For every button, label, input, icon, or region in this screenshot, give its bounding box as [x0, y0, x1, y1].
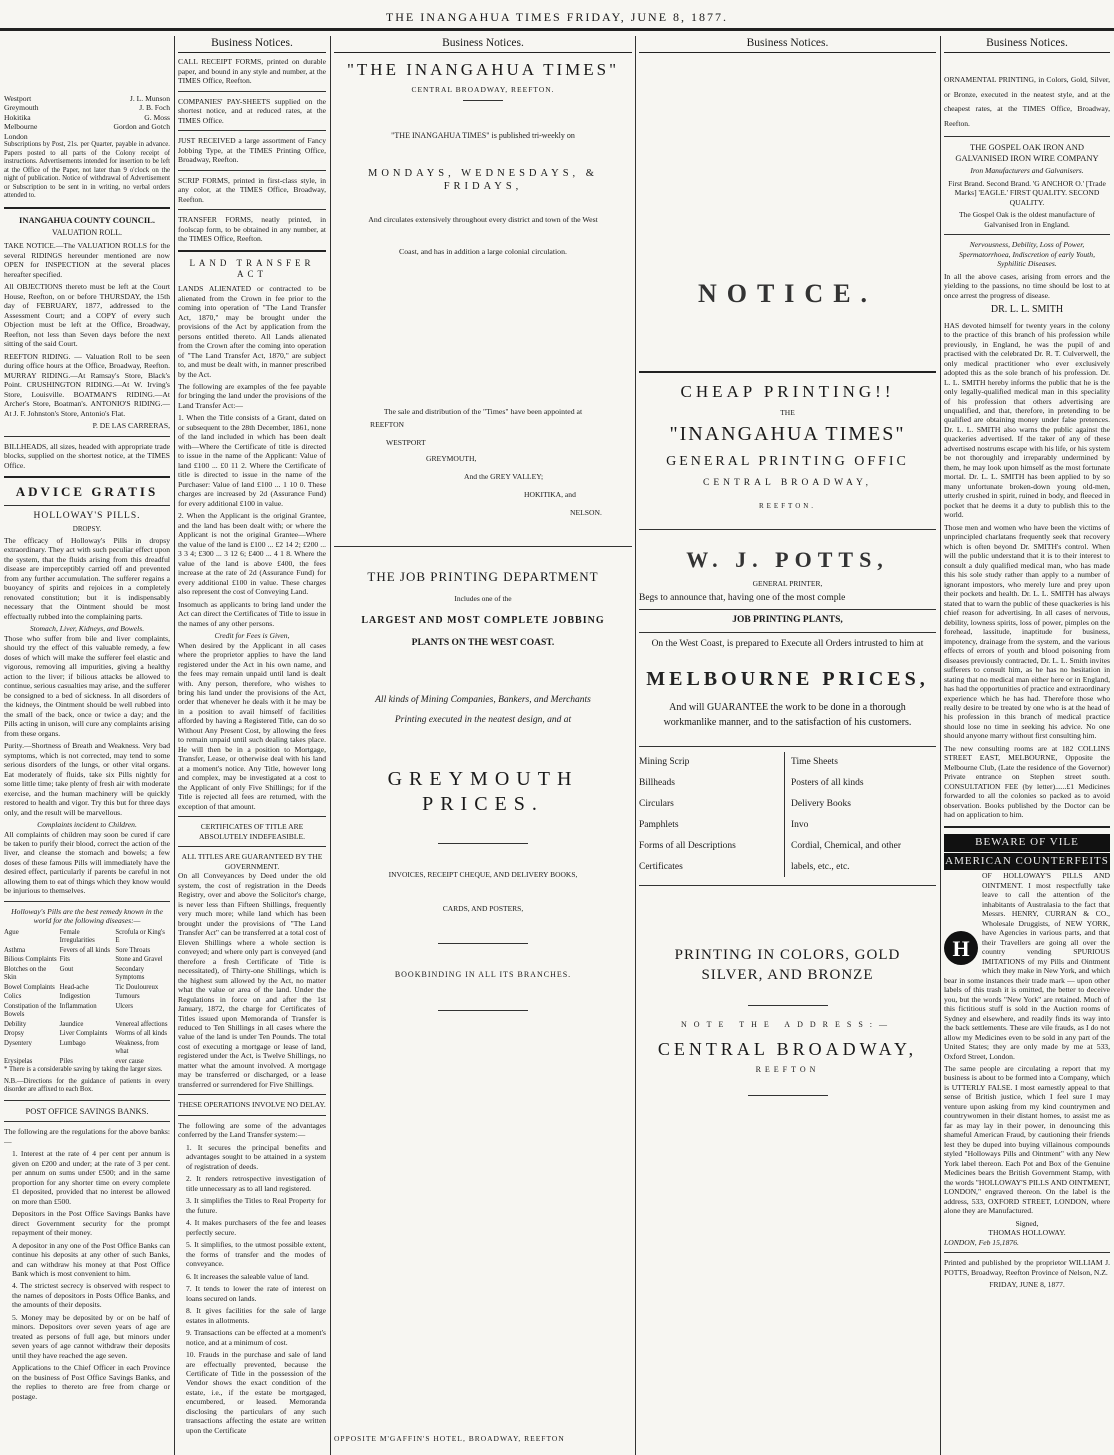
transfer-forms-notice: TRANSFER FORMS, neatly printed, in foolscap form, to be obtained in any number, at the TIMES Office, Reefton.: [178, 215, 326, 244]
divider: [4, 901, 170, 902]
disease-item: Tic Douloureux: [115, 983, 159, 991]
disease-item: Indigestion: [59, 993, 91, 1001]
post-office-item: Depositors in the Post Office Savings Banks have direct Government security for the prompt repayment of their money.: [12, 1209, 170, 1238]
dropsy-text: The efficacy of Holloway's Pills in dropsy extraordinary. They act with such peculiar effect upon the system, that the fluids arising from this dreadful disease are imperceptibly carried off and prevented from any further accumulation. The sufferer regains a buoyancy of spirits and rejoices in a completely renovated constitution; but it is indispensably necessary that the Ointment should be most effectually rubbed into the complaining parts.: [4, 535, 170, 621]
pay-sheets-notice: COMPANIES' PAY-SHEETS supplied on the shortest notice, and at reduced rates, at the TIMES Office.: [178, 96, 326, 125]
post-office-item: A depositor in any one of the Post Office Banks can continue his deposits at any other of such Banks, and can withdraw his money at that Post Office Bank which is most convenient to him.: [12, 1240, 170, 1278]
advantages-intro: The following are some of the advantages conferred by the Land Transfer system:—: [178, 1120, 326, 1140]
disease-item: ever cause: [115, 1057, 144, 1065]
agent-town: Hokitika: [4, 112, 31, 122]
agent-town: London: [4, 131, 28, 141]
credit-heading: Credit for Fees is Given,: [214, 631, 290, 641]
invoices-line: INVOICES, RECEIPT CHEQUE, AND DELIVERY BOOKS,: [388, 870, 578, 880]
credit-text: When desired by the Applicant in all cases where the proprietor applies to have the land registered under the Act in his own name, and the fees may remain unpaid until land is dealt with. Any person, therefore, who wishes to bring his land under the provisions of the Act, order that whenever he deals with it he may be in a position to avail himself of facilities afforded by having a Registered Title, can do so Without Any Present Cost, by allowing the fees to remain unpaid until such dealing takes place. He will then be in a position to Mortgage, Transfer, Lease, or otherwise deal with his land at a moment's notice. Any Title, however long and complex, may be investigated at a cost to the Applicant of only Five Shillings; for if the Title is rejected all fees are returned, with the exception of that amount.: [178, 640, 326, 811]
disease-item: Debility: [4, 1020, 27, 1028]
agent-name: Gordon and Gotch: [113, 122, 170, 132]
saving-note: * There is a considerable saving by taking the larger sizes.: [4, 1066, 163, 1074]
service-item: Invo: [791, 819, 809, 830]
disease-item: Asthma: [4, 946, 26, 954]
divider: [639, 371, 936, 373]
guaranteed-text: On all Conveyances by Deed under the old system, the cost of registration in the Deeds Registry, over and above the Solicitor's charge, is never less than Fifteen Shillings, frequently very much more; while land which has been brought under the provisions of "The Land Transfer Act" can be transferred at a total cost of Eleven Shillings where a whole section is conveyed; and where only part is conveyed (and therefore a fresh Certificate of Title is necessitated), of Thirty-one Shillings, which is the highest sum allowed by the Act, no matter what the value or area of the land. Under the Regulations in force on and after the 1st January, 1872, the charge for Certificates of Titles issued upon Memoranda of Transfer is reduced to Ten Shillings in all cases where the value of the land is under Ten Pounds. The total cost of executing a mortgage or lease of land, registered under the Act, is Twelve Shillings, no matter what the amount involved. A mortgage may be transferred or discharged, or a lease transferred or surrendered for Five Shillings.: [178, 871, 326, 1089]
place-item: HOKITIKA, and: [524, 490, 576, 500]
children-text: All complaints of children may soon be cured if care be taken to purify their blood, correct the action of the liver, and cleanse the stomach and bowels; a few doses of these famous Pills will immediately have the desired effect, particularly if parents be careful in not allowing them to eat of things which they know would be injurious to themselves.: [4, 829, 170, 896]
divider: [4, 476, 170, 478]
disease-item: Liver Complaints: [59, 1030, 108, 1038]
agent-row: [4, 122, 170, 131]
counterfeits-banner: AMERICAN COUNTERFEITS: [944, 853, 1110, 871]
agent-name: J. B. Foch: [139, 103, 170, 113]
column-heading: Business Notices.: [639, 36, 936, 53]
nb-note: N.B.—Directions for the guidance of patients in every disorder are affixed to each Box.: [4, 1077, 170, 1094]
neatest-line: Printing executed in the neatest design, and at: [394, 715, 572, 726]
issue-date: FRIDAY, JUNE 8, 1877.: [989, 1280, 1065, 1290]
agent-row: [4, 94, 170, 103]
melbourne-prices: MELBOURNE PRICES,: [646, 668, 929, 691]
reefton-small: REEFTON: [755, 1064, 820, 1074]
operations-heading: THESE OPERATIONS INVOLVE NO DELAY.: [178, 1100, 326, 1110]
holloway-heading: HOLLOWAY'S PILLS.: [33, 511, 141, 522]
divider: [178, 209, 326, 210]
service-item: Posters of all kinds: [791, 778, 864, 789]
disease-item: Jaundice: [59, 1020, 84, 1028]
service-item: Certificates: [639, 861, 683, 872]
disease-item: Scrofula or King's E: [115, 928, 165, 945]
disease-item: Lumbago: [59, 1039, 86, 1047]
valuation-heading: VALUATION ROLL.: [51, 228, 123, 238]
signed-line: Signed,: [1015, 1218, 1039, 1228]
sale-line: The sale and distribution of the "Times" have been appointed at: [383, 406, 583, 416]
column-rule: [330, 36, 331, 1455]
service-item: Time Sheets: [791, 757, 838, 768]
published-line: "THE INANGAHUA TIMES" is published tri-weekly on: [391, 131, 575, 140]
the-line: THE: [780, 408, 795, 418]
disease-item: Sore Throats: [115, 946, 151, 954]
divider: [178, 91, 326, 92]
divider: [178, 846, 326, 847]
divider: [944, 234, 1110, 235]
note-address: NOTE THE ADDRESS:—: [681, 1020, 894, 1030]
advantage-item: 3. It simplifies the Titles to Real Property for the future.: [186, 1196, 326, 1215]
column-rule: [940, 36, 941, 1455]
ornamental-notice: ORNAMENTAL PRINTING, in Colors, Gold, Silver, or Bronze, executed in the neatest style, and at the cheapest rates, at the TIMES Office, Broadway, Reefton.: [944, 75, 1110, 128]
includes-line: Includes one of the: [454, 593, 512, 603]
council-heading: INANGAHUA COUNTY COUNCIL.: [19, 214, 155, 225]
colors-line: PRINTING IN COLORS, GOLD SILVER, AND BRONZE: [674, 947, 901, 983]
services-list: [639, 752, 936, 877]
divider: [4, 1121, 170, 1122]
divider: [463, 100, 503, 101]
job-plants: JOB PRINTING PLANTS,: [732, 615, 843, 626]
land-transfer-text: LANDS ALIENATED or contracted to be alienated from the Crown in fee prior to the coming into operation of "The Land Transfer Act, 1870," may be brought under the provisions of the Act by application from the persons entitled thereto. All Lands alienated from the Crown after the coming into operation of "The Land Transfer Act, 1870," are subject to, and must be dealt with, in manner prescribed by the Act.: [178, 284, 326, 379]
divider: [178, 816, 326, 817]
divider: [748, 1095, 828, 1096]
post-office-item: 4. The strictest secrecy is observed with respect to the names of depositors in Posts Office Banks, and the amounts of their deposits.: [12, 1281, 170, 1310]
objections-text: All OBJECTIONS thereto must be left at the Court House, Reefton, on or before THURSDAY, the 15th day of FEBRUARY, 1877, addressed to the Assessment Court; and a COPY of every such Objection must be left at the Office, Broadway, Reefton, not less than Seven days before the next sitting of the said Court.: [4, 282, 170, 349]
service-item: Mining Scrip: [639, 757, 690, 768]
advantages-list: [178, 1143, 326, 1436]
divider: [178, 170, 326, 171]
smith-heading: DR. L. L. SMITH: [990, 304, 1064, 316]
column-heading: Business Notices.: [178, 36, 326, 53]
disease-item: Stone and Gravel: [115, 956, 163, 964]
best-remedy: Holloway's Pills are the best remedy known in the world for the following diseases:—: [11, 906, 163, 926]
reefton-line: REEFTON.: [758, 501, 817, 510]
subscription-notice: Subscriptions by Post, 21s. per Quarter, payable in advance. Papers posted to all parts of the Colony receipt of instructions. Advertisements intended for insertion to be left at the Office of the Paper, not later than 9 o'clock on the night of publication. Notice of withdrawal of Advertisement or Subscription to be sent in in writing, no verbal orders attended to.: [4, 141, 170, 200]
circulates-line: And circulates extensively throughout every district and town of the West: [368, 215, 598, 225]
service-item: Pamphlets: [639, 819, 679, 830]
printer-imprint: Printed and published by the proprietor WILLIAM J. POTTS, Broadway, Reefton Province of Nelson, N.Z.: [944, 1258, 1110, 1277]
nervous-heading: Nervousness, Debility, Loss of Power, Spermatorrhoea, Indiscretion of early Youth, Syphilitic Diseases.: [959, 240, 1095, 269]
service-item: Delivery Books: [791, 798, 851, 809]
gospel-brands: First Brand. Second Brand. 'G ANCHOR O.' [Trade Marks] 'EAGLE.' FIRST QUALITY. SECOND QUALITY.: [948, 178, 1106, 207]
divider: [639, 632, 936, 633]
guaranteed-heading: ALL TITLES ARE GUARANTEED BY THE GOVERNMENT.: [181, 852, 323, 871]
service-item: labels, etc., etc.: [791, 861, 850, 872]
divider: [438, 1010, 528, 1011]
disease-item: Bilious Complaints: [4, 956, 57, 964]
disease-item: Tumours: [115, 993, 140, 1001]
gospel-heading: THE GOSPEL OAK IRON AND GALVANISED IRON WIRE COMPANY: [955, 142, 1099, 163]
divider: [178, 1094, 326, 1095]
ridings-text: REEFTON RIDING. — Valuation Roll to be seen during office hours at the Office, Broadway, Reefton. MURRAY RIDING.—At Ramsay's Store, Black's Point. CRUSHINGTON RIDING.—At W. Irving's Store, Louisville. BOATMAN'S RIDING.—At Archer's Store, Boatman's. ANTONIO'S RIDING.—At J. F. Johnston's Store, Antonio's Flat.: [4, 351, 170, 418]
column-3: [334, 36, 632, 1455]
divider: [944, 1252, 1110, 1253]
greymouth-prices: GREYMOUTH PRICES.: [387, 768, 579, 816]
post-office-item: Applications to the Chief Officer in each Province on the business of Post Office Savings Banks, and the replies to thereto are free from charge or postage.: [12, 1363, 170, 1401]
post-office-heading: POST OFFICE SAVINGS BANKS.: [25, 1105, 149, 1116]
paper-address: CENTRAL BROADWAY, REEFTON.: [411, 84, 555, 94]
agent-town: Melbourne: [4, 122, 38, 132]
disease-item: Colics: [4, 993, 22, 1001]
column-5: [944, 36, 1110, 1455]
times-name: "INANGAHUA TIMES": [669, 422, 906, 445]
diseases-table: [4, 929, 170, 1066]
advantage-item: 6. It increases the saleable value of land.: [186, 1271, 309, 1281]
column-1: [4, 36, 170, 1455]
central-broadway-big: CENTRAL BROADWAY,: [657, 1039, 918, 1060]
agent-row: [4, 103, 170, 112]
place-item: REEFTON: [370, 420, 405, 430]
advantage-item: 7. It tends to lower the rate of interest on loans secured on lands.: [186, 1284, 326, 1303]
place-item: And the GREY VALLEY;: [464, 472, 544, 482]
disease-item: Constipation of the Bowels: [4, 1002, 57, 1019]
services-right: [784, 752, 936, 877]
advantage-item: 2. It renders retrospective investigation of title unnecessary as to all land registered.: [186, 1174, 326, 1193]
certificates-heading: CERTIFICATES OF TITLE ARE ABSOLUTELY INDEFEASIBLE.: [198, 822, 306, 841]
divider: [4, 505, 170, 506]
gospel-sub: Iron Manufacturers and Galvanisers.: [970, 166, 1084, 176]
stomach-text: Those who suffer from bile and liver complaints, should try the effect of this valuable remedy, a few doses of which will make the sufferer feel elastic and vigorous, removing all impurities, giving a healthy action to the liver; if bilious attacks be allowed to continue, serious casualties may arise, and the sufferer be consigned to a bed of sickness. In all disorders of the kidneys, the Ointment should be well rubbed into the small of the back, once or twice a day; and the Pills acting in unison, will cure any complaints arising from these organs.: [4, 633, 170, 738]
post-office-item: 1. Interest at the rate of 4 per cent per annum is given on £200 and under; at the rate of 3 per cent. per annum on sums under £500; and in the same proportion for any shorter time on every complete £1 deposited, provided that no interest be allowed on more than £500.: [12, 1149, 170, 1206]
agent-town: Westport: [4, 94, 32, 103]
masthead-rule: [0, 28, 1114, 31]
divider: [639, 885, 936, 886]
agent-row: [4, 132, 170, 141]
fees-text-2: 2. When the Applicant is the original Grantee, and the land has been dealt with; or where the Applicant is not the original Grantee—Where the value of the land is £100 ... £2 14 2; £200 ... 3 3 4; £300 ... 3 12 6; £400 ... 4 1 8. Where the value of the land is above £400, the fees increase at the rate of 2d (Assurance Fund) for every additional £100 in value. These charges also represent the cost of Conveying Land.: [178, 511, 326, 597]
divider: [4, 1100, 170, 1101]
holloway-logo: H: [944, 931, 978, 965]
fees-intro: The following are examples of the fee payable for bringing the land under the provisions of the Land Transfer Act:—: [178, 381, 326, 410]
opposite-line: OPPOSITE M'GAFFIN'S HOTEL, BROADWAY, REEFTON: [334, 1434, 565, 1443]
land-transfer-heading: LAND TRANSFER ACT: [189, 257, 315, 279]
agent-row: [4, 113, 170, 122]
purity-text: Purity.—Shortness of Breath and Weakness. Very bad symptoms, which is not corrected, may tend to some serious disorders of the lungs, or other vital organs. Eat moderately of fluids, take six Pills nightly for some little time; take plenty of fresh air with moderate exercise, and the human machinery will be quickly restored to health and vigor. Try this but for three days only, and the result will be marvellous.: [4, 741, 170, 817]
divider: [438, 943, 528, 944]
agent-town: Greymouth: [4, 103, 39, 113]
service-item: Circulars: [639, 798, 674, 809]
disease-item: Piles: [59, 1057, 73, 1065]
place-item: WESTPORT: [386, 438, 426, 448]
kinds-line: All kinds of Mining Companies, Bankers, and Merchants: [375, 695, 591, 706]
disease-item: Bowel Complaints: [4, 983, 55, 991]
divider: [178, 1115, 326, 1116]
coast-line: Coast, and has in addition a large colonial circulation.: [399, 246, 567, 256]
disease-item: Gout: [59, 965, 74, 973]
paper-title: "THE INANGAHUA TIMES": [346, 60, 620, 80]
disease-item: Erysipelas: [4, 1057, 33, 1065]
disease-item: Venereal affections: [115, 1020, 168, 1028]
gospel-text: The Gospel Oak is the oldest manufacture of Galvanised Iron in England.: [958, 210, 1095, 229]
disease-item: Blotches on the Skin: [4, 965, 47, 982]
advantage-item: 4. It makes purchasers of the fee and leases perfectly secure.: [186, 1218, 326, 1237]
job-printing-heading: THE JOB PRINTING DEPARTMENT: [367, 569, 599, 585]
advantage-item: 10. Frauds in the purchase and sale of land are effectually prevented, because the Certificate of Title in the possession of the Vendor shows the exact condition of the estate, i.e., if the estate be mortgaged, encumbered, or leased. Memoranda disclosing the particulars of any such transactions affecting the estate are written upon the Certificate: [186, 1350, 326, 1435]
billheads-notice: BILLHEADS, all sizes, headed with appropriate trade blocks, supplied on the shortest notice, at the TIMES Office.: [4, 441, 170, 470]
central-broadway: CENTRAL BROADWAY,: [703, 478, 872, 488]
guarantee-line: And will GUARANTEE the work to be done in a thorough workmanlike manner, and to the satisfaction of his customers.: [663, 702, 912, 729]
disease-item: Ulcers: [115, 1002, 134, 1010]
receipt-forms-notice: CALL RECEIPT FORMS, printed on durable paper, and bound in any style and number, at the TIMES Office, Reefton.: [178, 57, 326, 86]
advice-heading: ADVICE GRATIS: [15, 484, 159, 500]
bookbinding-line: BOOKBINDING IN ALL ITS BRANCHES.: [394, 969, 572, 979]
scrip-forms-notice: SCRIP FORMS, printed in first-class style, in any color, at the TIMES Office, Broadway, Reefton.: [178, 175, 326, 204]
dropsy-heading: DROPSY.: [72, 525, 102, 534]
type-received-notice: JUST RECEIVED a large assortment of Fancy Jobbing Type, at the TIMES Printing Office, Broadway, Reefton.: [178, 136, 326, 165]
masthead: THE INANGAHUA TIMES FRIDAY, JUNE 8, 1877.: [385, 10, 729, 24]
blank-space: [4, 36, 170, 94]
divider: [4, 207, 170, 209]
advantage-item: 8. It gives facilities for the sale of large estates in allotments.: [186, 1306, 326, 1325]
agent-name: G. Moss: [144, 112, 170, 122]
divider: [334, 546, 632, 547]
divider: [639, 609, 936, 610]
agent-name: J. L. Munson: [129, 94, 170, 103]
service-item: Forms of all Descriptions: [639, 840, 736, 851]
column-heading: Business Notices.: [944, 36, 1110, 53]
post-office-item: 5. Money may be deposited by or on be half of minors. Depositors over seven years of age are treated as persons of full age, but minors under seven years of age cannot withdraw their deposits until they have reached the age seven.: [12, 1312, 170, 1360]
cheap-printing: CHEAP PRINTING!!: [680, 381, 895, 401]
service-item: Billheads: [639, 778, 675, 789]
disease-item: Head-ache: [59, 983, 89, 991]
column-heading: Business Notices.: [334, 36, 632, 53]
divider: [178, 130, 326, 131]
disease-item: Worms of all kinds: [115, 1030, 168, 1038]
divider: [438, 843, 528, 844]
services-left: [639, 752, 784, 877]
disease-item: Ague: [4, 928, 19, 936]
holloway-name: THOMAS HOLLOWAY.: [988, 1228, 1066, 1238]
disease-item: Fits: [59, 956, 70, 964]
notice-heading: NOTICE.: [697, 279, 878, 309]
advantage-item: 5. It simplifies, to the utmost possible extent, the forms of transfer and the modes of conveyance.: [186, 1240, 326, 1269]
fees-text: 1. When the Title consists of a Grant, dated on or subsequent to the 28th December, 1861, none of the land included in which has been dealt with—Where the Certificate of title is directed to issue in the name of the Applicant: Value of land £100 ... £0 11 2. Where the Certificate of title is directed to issue in the name of the Purchaser: Value of land £100 ... 1 10 0. These charges are increased by 2d (Assurance Fund) for every additional £100 in value.: [178, 413, 326, 508]
divider: [178, 250, 326, 252]
holloway-warning: OF HOLLOWAY'S PILLS AND OINTMENT. I most respectfully take leave to call the attention of the inhabitants of Australasia to the fact that Messrs. HENRY, CURRAN & CO., Wholesale Druggists, of NEW YORK, have Agencies in various parts, and that their Travellers are going all over the country vending SPURIOUS IMITATIONS of my Pills and Ointment which they make in New York, and which bear in some instances their trade mark — upon other labels of this trash it is omitted, the better to deceive you, but the words "New York" are retained. Much of this fictitious stuff is sold in the Auction rooms of Sydney and elsewhere, and readily finds its way into the back settlements. These are vile frauds, as I do not allow my Medicines even to be sold in any part of the United States; they are only made by me at 533, Oxford Street, London.: [944, 871, 1110, 1061]
largest-line: LARGEST AND MOST COMPLETE JOBBING: [361, 615, 605, 627]
insomuch-text: Insomuch as applicants to bring land under the Act can direct the Certificates of Title to issue in the names of any other persons.: [178, 599, 326, 628]
holloway-warning-2: The same people are circulating a report that my business is about to be formed into a Company, which is UTTERLY FALSE. I most earnestly appeal to that sense of British justice, which I feel sure I may venture upon asking from my kind countrymen and countrywomen in their distant homes, to assist me as far as may lay in their power, in denouncing this shameful American Fraud, by cautioning their friends lest they be duped into buying villainous compounds styled "Holloways Pills and Ointment" with any New York label thereon. Each Pot and Box of the Genuine Medicines bears the British Government Stamp, with the words "HOLLOWAY'S PILLS AND OINTMENT, LONDON," engraved thereon. On the label is the address, 533, OXFORD STREET, LONDON, where alone they are Manufactured.: [944, 1064, 1110, 1216]
potts-name: W. J. POTTS,: [686, 546, 889, 572]
begs-line: Begs to announce that, having one of the most comple: [639, 592, 846, 603]
plants-line: PLANTS ON THE WEST COAST.: [411, 637, 555, 648]
post-office-intro: The following are the regulations for the above banks:—: [4, 1127, 170, 1146]
divider: [639, 529, 936, 530]
disease-item: Inflammation: [59, 1002, 97, 1010]
place-item: NELSON.: [570, 508, 602, 518]
smith-text-2: Those men and women who have been the victims of unprincipled charlatans frequently seek that recovery which is often beyond Dr. SMITH's control. When will the public understand that it is to their interest to consult a duly qualified medical man, who has made this his sole study rather than apply to a number of ignorant impostors, who merely lure and prey upon their pockets and health. Dr. L. L. SMITH has always stated that to warn the public of these quackeries is his chief reason for advertising. In all cases of nervous, debility, lowness spirits, loss of power, pimples on the forehead, lassitude, inaptitude for business, impotency, drainage from the system, and the various effects of errors of youth and blood poisoning from diseases previously contracted, Dr. L. L. Smith invites sufferers to consult him, as he has no hesitation in stating that no medical man either here or in England, has had the opportunities of practice and extraordinary experience which he has had. Therefore those who really desire to be treated by one who is at the head of his profession in this branch of medical practice should lose no time in seeking his advice. No one should anyone marry without first consulting him.: [944, 522, 1110, 741]
post-office-items: [4, 1149, 170, 1401]
agents-list: [4, 94, 170, 141]
disease-item: Weakness, from what: [115, 1039, 159, 1056]
column-2: [178, 36, 326, 1455]
consulting-rooms: The new consulting rooms are at 182 COLLINS STREET EAST, MELBOURNE, Opposite the Melbourne Club, (Late the residence of the Governor) Private entrance on Stephen street south. CONSULTATION FEE (by letter)......£1 Medicines forwarded to all the colonies so packed as to avoid observation. Books published by the Doctor can be had on application to him.: [944, 743, 1110, 820]
service-item: Cordial, Chemical, and other: [791, 840, 902, 851]
divider: [4, 436, 170, 437]
disease-item: Female Irregularities: [59, 928, 95, 945]
divider: [944, 136, 1110, 137]
disease-item: Fevers of all kinds: [59, 946, 111, 954]
disease-item: Secondary Symptoms: [115, 965, 145, 982]
advantage-item: 9. Transactions can be effected at a moment's notice, and at a minimum of cost.: [186, 1328, 326, 1347]
column-4: [639, 36, 936, 1455]
nervous-text: In all the above cases, arising from errors and the yielding to the passions, no time should be lost to at once arrest the progress of disease.: [944, 271, 1110, 300]
advantage-item: 1. It secures the principal benefits and advantages sought to be attained in a system of registration of deeds.: [186, 1142, 326, 1171]
disease-item: Dropsy: [4, 1030, 25, 1038]
places-list: [334, 420, 632, 530]
days-line: MONDAYS, WEDNESDAYS, & FRIDAYS,: [368, 168, 598, 193]
cards-line: CARDS, AND POSTERS,: [442, 903, 524, 913]
beware-banner: BEWARE OF VILE: [944, 834, 1110, 852]
signature: P. DE LAS CARRERAS,: [92, 421, 170, 431]
place-item: GREYMOUTH,: [426, 454, 477, 464]
divider: [944, 826, 1110, 828]
smith-text: HAS devoted himself for twenty years in the colony to the practice of this branch of his profession while previously, in England, he was the pupil of and practised with the celebrated Dr. R. T. Culverwell, the only medical practitioner who ever exclusively adopted this as the sole branch of his profession. Dr. L. L. SMITH hereby informs the public that he is the only legally-qualified medical man in this speciality of his profession that others advertising are unqualified, and that, therefore, in pretending to be qualified are obtaining money under false pretences. Dr. L. L. SMITH also warns the public against the quackeries advertised. If the taker of any of these advertised nostrums escape with his life, or his system be not thoroughly and irreparably undermined by them, he may look upon himself as the most fortunate mortal. Dr. L. L. SMITH has been applied to by so many unfortunate broken-down young old-men, utterly crushed in spirit, ruined in body, and fleeced in pocket that he deems it a duty to publish this to the world.: [944, 320, 1110, 520]
children-heading: Complaints incident to Children.: [37, 820, 137, 830]
west-coast-line: On the West Coast, is prepared to Execute all Orders intrusted to him at: [651, 639, 924, 650]
column-rule: [635, 36, 636, 1455]
stomach-heading: Stomach, Liver, Kidneys, and Bowels.: [29, 624, 145, 634]
column-rule: [174, 36, 175, 1455]
general-printer: GENERAL PRINTER,: [752, 579, 823, 589]
divider: [748, 1005, 828, 1006]
take-notice-text: TAKE NOTICE.—The VALUATION ROLLS for the several RIDINGS hereunder mentioned are now OPEN for INSPECTION at the several places hereafter specified.: [4, 241, 170, 279]
general-printing-office: GENERAL PRINTING OFFIC: [666, 453, 909, 469]
london-date: LONDON, Feb 15,1876.: [944, 1237, 1019, 1247]
divider: [639, 746, 936, 747]
disease-item: Dysentery: [4, 1039, 32, 1047]
